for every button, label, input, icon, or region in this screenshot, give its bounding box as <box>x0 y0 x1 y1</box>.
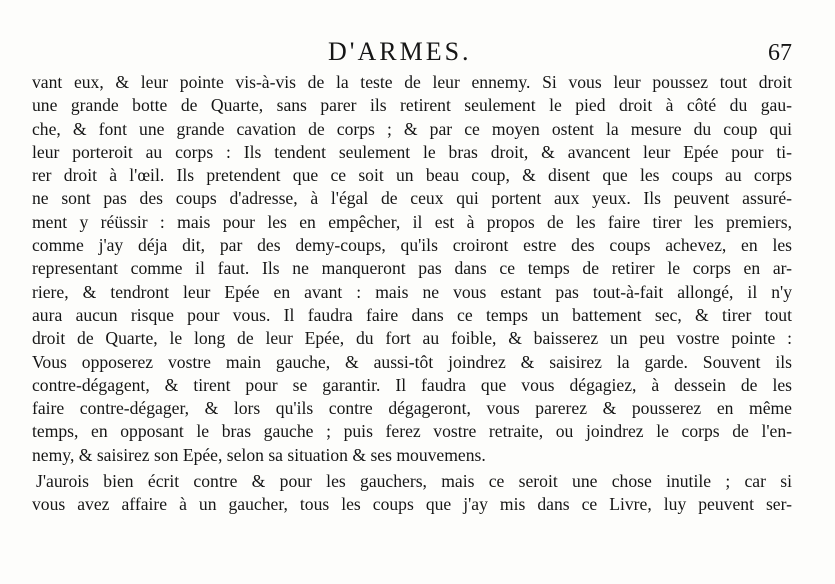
text-line: Vous opposerez vostre main gauche, & aussi-tôt joindrez & saisirez la garde. Souvent ils <box>32 351 792 372</box>
running-head: D'ARMES. <box>328 37 472 66</box>
text-line: aura aucun risque pour vous. Il faudra faire dans ce temps un battement sec, & tirer tout <box>32 304 792 325</box>
text-line: ment y réüssir : mais pour les en empêcher, il est à propos de les faire tirer les premiers, <box>32 211 792 232</box>
text-line: comme j'ay déja dit, par des demy-coups, qu'ils croiront estre des coups achevez, en les <box>32 235 792 256</box>
text-line: droit de Quarte, le long de leur Epée, du fort au foible, & baisserez un peu vostre pointe : <box>32 328 792 349</box>
text-line: nemy, & saisirez son Epée, selon sa situation & ses mouvemens. <box>32 444 486 465</box>
paragraph-1 <box>32 71 792 467</box>
text-line: temps, en opposant le bras gauche ; puis ferez vostre retraite, ou joindrez le corps de l'en- <box>32 421 792 442</box>
text-line: contre-dégagent, & tirent pour se garantir. Il faudra que vous dégagiez, à dessein de les <box>32 374 792 395</box>
page-number: 67 <box>768 40 792 66</box>
text-line: che, & font une grande cavation de corps ; & par ce moyen ostent la mesure du coup qui <box>32 118 792 139</box>
text-line: une grande botte de Quarte, sans parer ils retirent seulement le pied droit à côté du gau- <box>32 95 792 116</box>
text-line: riere, & tendront leur Epée en avant : mais ne vous estant pas tout-à-fait allongé, il n'y <box>32 281 792 302</box>
text-line: faire contre-dégager, & lors qu'ils contre dégageront, vous parerez & pousserez en même <box>32 398 792 419</box>
text-line: leur porteroit au corps : Ils tendent seulement le bras droit, & avancent leur Epée pour ti- <box>32 141 792 162</box>
body-text <box>32 71 792 517</box>
text-line: J'aurois bien écrit contre & pour les gauchers, mais ce seroit une chose inutile ; car si <box>36 471 792 492</box>
paragraph-2 <box>32 470 792 517</box>
text-line: ne sont pas des coups d'adresse, à l'égal de ceux qui portent aux yeux. Ils peuvent assuré- <box>32 188 792 209</box>
text-line: vant eux, & leur pointe vis-à-vis de la teste de leur ennemy. Si vous leur poussez tout droit <box>32 72 792 92</box>
page-header <box>0 34 835 66</box>
text-line: rer droit à l'œil. Ils pretendent que ce soit un beau coup, & disent que les coups au corps <box>32 165 792 186</box>
text-line: vous avez affaire à un gaucher, tous les coups que j'ay mis dans ce Livre, luy peuvent ser- <box>32 494 792 515</box>
text-line: representant comme il faut. Ils ne manqueront pas dans ce temps de retirer le corps en ar- <box>32 258 792 279</box>
